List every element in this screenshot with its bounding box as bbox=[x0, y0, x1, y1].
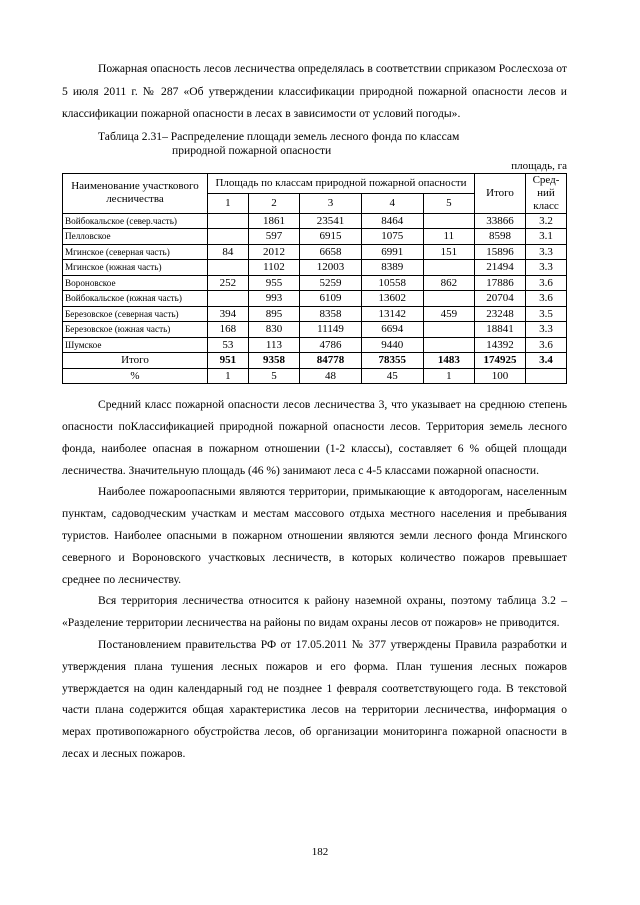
row-name-cell: Мгинское (северная часть) bbox=[63, 244, 208, 260]
row-avg-cell bbox=[526, 368, 567, 384]
class-area-cell bbox=[208, 229, 249, 245]
class-area-cell: 6109 bbox=[300, 291, 362, 307]
row-total-cell: 23248 bbox=[475, 306, 526, 322]
header-class-3: 3 bbox=[300, 193, 362, 213]
table-caption-line1: Таблица 2.31– Распределение площади земель лесного фонда по классам bbox=[98, 129, 460, 143]
class-area-cell: 6694 bbox=[361, 322, 423, 338]
class-area-cell: 252 bbox=[208, 275, 249, 291]
class-area-cell bbox=[423, 291, 474, 307]
class-area-cell: 459 bbox=[423, 306, 474, 322]
class-area-cell: 9358 bbox=[248, 353, 299, 369]
row-name-cell: Березовское (северная часть) bbox=[63, 306, 208, 322]
class-area-cell bbox=[423, 337, 474, 353]
row-total-cell: 17886 bbox=[475, 275, 526, 291]
class-area-cell: 955 bbox=[248, 275, 299, 291]
class-area-cell bbox=[208, 291, 249, 307]
row-avg-cell: 3.6 bbox=[526, 275, 567, 291]
row-total-cell: 14392 bbox=[475, 337, 526, 353]
paragraph-1: Средний класс пожарной опасности лесов лесничества 3, что указывает на среднюю степень опасности поКлассификацией природной пожарной опасности лесов. Территория земель лесного фонда, наиболее опасная в пожарном отношении (1-2 классы), составляет 6 % общей площади лесничества. Значительную площадь (46 %) занимают леса с 4-5 классами пожарной опасности. bbox=[62, 398, 567, 477]
class-area-cell: 9440 bbox=[361, 337, 423, 353]
table-row bbox=[63, 244, 567, 260]
page-number: 182 bbox=[311, 846, 329, 858]
row-name-cell: Войбокальское (южная часть) bbox=[63, 291, 208, 307]
class-area-cell: 6658 bbox=[300, 244, 362, 260]
class-area-cell bbox=[423, 260, 474, 276]
header-class-1: 1 bbox=[208, 193, 249, 213]
row-avg-cell: 3.3 bbox=[526, 322, 567, 338]
class-area-cell: 13142 bbox=[361, 306, 423, 322]
row-name-cell: Вороновское bbox=[63, 275, 208, 291]
table-row bbox=[63, 306, 567, 322]
row-label-cell: % bbox=[63, 368, 208, 384]
table-body bbox=[63, 213, 567, 384]
class-area-cell: 113 bbox=[248, 337, 299, 353]
class-area-cell: 6915 bbox=[300, 229, 362, 245]
class-area-cell: 1075 bbox=[361, 229, 423, 245]
header-avg: Сред-ний класс bbox=[526, 173, 567, 213]
row-total-cell: 21494 bbox=[475, 260, 526, 276]
class-area-cell: 12003 bbox=[300, 260, 362, 276]
paragraph-3: Вся территория лесничества относится к району наземной охраны, поэтому таблица 3.2 – «Разделение территории лесничества на районы по видам охраны лесов от пожаров» не приводится. bbox=[62, 594, 567, 630]
table-row bbox=[63, 322, 567, 338]
class-area-cell: 151 bbox=[423, 244, 474, 260]
row-avg-cell: 3.3 bbox=[526, 244, 567, 260]
class-area-cell: 394 bbox=[208, 306, 249, 322]
class-area-cell: 48 bbox=[300, 368, 362, 384]
row-total-cell: 18841 bbox=[475, 322, 526, 338]
row-total-cell: 15896 bbox=[475, 244, 526, 260]
class-area-cell: 168 bbox=[208, 322, 249, 338]
class-area-cell: 53 bbox=[208, 337, 249, 353]
class-area-cell: 23541 bbox=[300, 213, 362, 229]
row-total-cell: 33866 bbox=[475, 213, 526, 229]
table-row bbox=[63, 275, 567, 291]
header-class-5: 5 bbox=[423, 193, 474, 213]
class-area-cell: 5 bbox=[248, 368, 299, 384]
class-area-cell bbox=[208, 213, 249, 229]
class-area-cell: 951 bbox=[208, 353, 249, 369]
class-area-cell: 8464 bbox=[361, 213, 423, 229]
class-area-cell: 1102 bbox=[248, 260, 299, 276]
table-caption-line2: природной пожарной опасности bbox=[172, 143, 332, 157]
class-area-cell: 11 bbox=[423, 229, 474, 245]
table-percent-row bbox=[63, 368, 567, 384]
header-class-4: 4 bbox=[361, 193, 423, 213]
table-row bbox=[63, 213, 567, 229]
class-area-cell: 597 bbox=[248, 229, 299, 245]
row-name-cell: Березовское (южная часть) bbox=[63, 322, 208, 338]
row-total-cell: 20704 bbox=[475, 291, 526, 307]
row-total-cell: 174925 bbox=[475, 353, 526, 369]
class-area-cell: 8389 bbox=[361, 260, 423, 276]
class-area-cell: 895 bbox=[248, 306, 299, 322]
intro-paragraph: Пожарная опасность лесов лесничества определялась в соответствии сприказом Рослесхоза от 5 июля 2011 г. № 287 «Об утверждении классификации природной пожарной опасности лесов и классификации пожарной опасности в лесах в зависимости от условий погоды». bbox=[62, 62, 567, 121]
row-avg-cell: 3.2 bbox=[526, 213, 567, 229]
class-area-cell: 1483 bbox=[423, 353, 474, 369]
row-name-cell: Пелловское bbox=[63, 229, 208, 245]
class-area-cell bbox=[423, 322, 474, 338]
table-row bbox=[63, 291, 567, 307]
header-area-group: Площадь по классам природной пожарной опасности bbox=[208, 173, 475, 193]
class-area-cell: 862 bbox=[423, 275, 474, 291]
table-row bbox=[63, 260, 567, 276]
header-total: Итого bbox=[475, 173, 526, 213]
header-class-2: 2 bbox=[248, 193, 299, 213]
class-area-cell bbox=[208, 260, 249, 276]
table-row bbox=[63, 337, 567, 353]
class-area-cell: 2012 bbox=[248, 244, 299, 260]
row-total-cell: 8598 bbox=[475, 229, 526, 245]
class-area-cell: 6991 bbox=[361, 244, 423, 260]
header-name: Наименование участкового лесничества bbox=[63, 173, 208, 213]
row-avg-cell: 3.4 bbox=[526, 353, 567, 369]
class-area-cell bbox=[423, 213, 474, 229]
class-area-cell: 13602 bbox=[361, 291, 423, 307]
paragraph-2: Наиболее пожароопасными являются территории, примыкающие к автодорогам, населенным пунктам, садоводческим участкам и местам массового отдыха местного населения и пребывания туристов. Наиболее опасными в пожарном отношении являются земли лесного фонда Мгинского северного и Вороновского участковых лесничеств, в которых количество пожаров превышает среднее по лесничеству. bbox=[62, 485, 567, 586]
row-label-cell: Итого bbox=[63, 353, 208, 369]
class-area-cell: 993 bbox=[248, 291, 299, 307]
row-name-cell: Шумское bbox=[63, 337, 208, 353]
paragraph-4: Постановлением правительства РФ от 17.05.2011 № 377 утверждены Правила разработки и утверждения плана тушения лесных пожаров и его форма. План тушения лесных пожаров утверждается на один календарный год не позднее 1 февраля соответствующего года. В текстовой части плана содержится общая характеристика лесов на территории лесничества, информация о мерах противопожарного обустройства лесов, об организации мониторинга пожарной опасности в лесах и лесных пожаров. bbox=[62, 638, 567, 761]
row-name-cell: Мгинское (южная часть) bbox=[63, 260, 208, 276]
class-area-cell: 1 bbox=[423, 368, 474, 384]
class-area-cell: 10558 bbox=[361, 275, 423, 291]
class-area-cell: 1 bbox=[208, 368, 249, 384]
class-area-cell: 45 bbox=[361, 368, 423, 384]
table-caption bbox=[98, 130, 567, 158]
row-total-cell: 100 bbox=[475, 368, 526, 384]
document-page bbox=[62, 58, 567, 765]
row-avg-cell: 3.6 bbox=[526, 291, 567, 307]
class-area-cell: 8358 bbox=[300, 306, 362, 322]
row-avg-cell: 3.6 bbox=[526, 337, 567, 353]
fire-class-table bbox=[62, 173, 567, 385]
class-area-cell: 84778 bbox=[300, 353, 362, 369]
table-row bbox=[63, 229, 567, 245]
row-avg-cell: 3.3 bbox=[526, 260, 567, 276]
table-total-row bbox=[63, 353, 567, 369]
class-area-cell: 5259 bbox=[300, 275, 362, 291]
row-name-cell: Войбокальское (север.часть) bbox=[63, 213, 208, 229]
row-avg-cell: 3.5 bbox=[526, 306, 567, 322]
class-area-cell: 78355 bbox=[361, 353, 423, 369]
table-units: площадь, га bbox=[511, 159, 567, 172]
table-header-row bbox=[63, 173, 567, 193]
class-area-cell: 830 bbox=[248, 322, 299, 338]
row-avg-cell: 3.1 bbox=[526, 229, 567, 245]
class-area-cell: 84 bbox=[208, 244, 249, 260]
class-area-cell: 4786 bbox=[300, 337, 362, 353]
class-area-cell: 1861 bbox=[248, 213, 299, 229]
class-area-cell: 11149 bbox=[300, 322, 362, 338]
